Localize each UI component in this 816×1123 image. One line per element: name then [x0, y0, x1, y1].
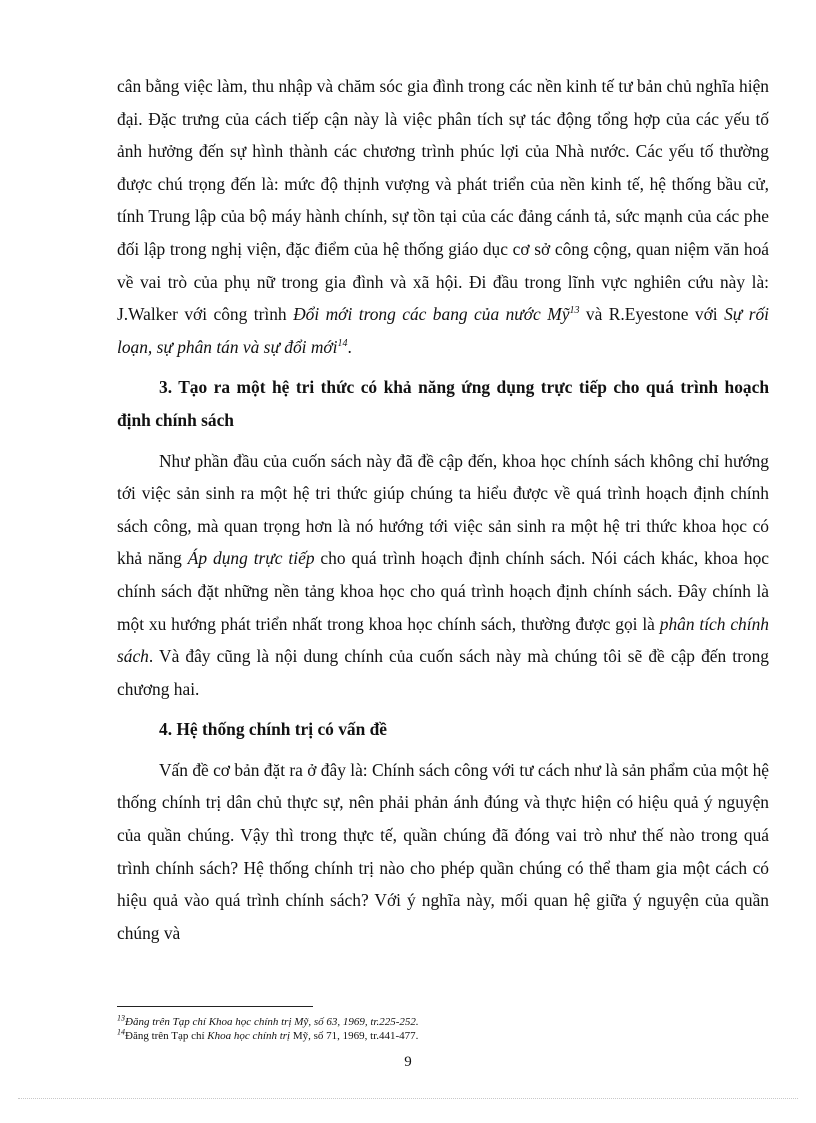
emphasis-italic: phân tích chính sách [117, 613, 769, 667]
footnote-ref-13[interactable]: 13 [569, 305, 580, 317]
page-bottom-divider [18, 1098, 798, 1099]
emphasis-italic: Áp dụng trực tiếp [187, 548, 315, 569]
page-body [117, 70, 769, 949]
paragraph-welfare-factors: cân bằng việc làm, thu nhập và chăm sóc gia đình trong các nền kinh tế tư bản chủ nghĩa hiện đại. Đặc trưng của cách tiếp cận này là việc phân tích sự tác động tổng hợp của các yếu tố ảnh hưởng đến sự hình thành các chương trình phúc lợi của Nhà nước. Các yếu tố thường được chú trọng đến là: mức độ thịnh vượng và phát triển của nền kinh tế, hệ thống bầu cử, tính Trung lập của bộ máy hành chính, sự tồn tại của các đảng cánh tả, sức mạnh của các phe đối lập trong nghị viện, đặc điểm của hệ thống giáo dục cơ sở công cộng, quan niệm văn hoá về vai trò của phụ nữ trong gia đình và xã hội. Đi đầu trong lĩnh vực nghiên cứu này là: J.Walker với công trình Đổi mới trong các bang của nước Mỹ$^{13}$ và R.Eyestone với Sự rối loạn, sự phân tán và sự đổi mới$^{14}$. [117, 76, 770, 357]
footnotes [117, 1015, 769, 1043]
footnote-13: $^{13}$Đăng trên Tạp chí Khoa học chính trị Mỹ, số 63, 1969, tr.225-252. [117, 1013, 419, 1028]
footnote-separator [117, 1006, 313, 1007]
paragraph-political-system: Vấn đề cơ bản đặt ra ở đây là: Chính sách công với tư cách như là sản phẩm của một hệ thống chính trị dân chủ thực sự, nên phải phản ánh đúng và thực hiện có hiệu quả ý nguyện của quần chúng. Vậy thì trong thực tế, quần chúng đã đóng vai trò như thế nào trong quá trình chính sách? Hệ thống chính trị nào cho phép quần chúng có thể tham gia một cách có hiệu quả vào quá trình chính sách? Với ý nghĩa này, mối quan hệ giữa ý nguyện của quần chúng và [117, 759, 769, 943]
section-heading-3: 3. Tạo ra một hệ tri thức có khả năng ứng dụng trực tiếp cho quá trình hoạch định chính sách [117, 377, 769, 430]
book-title-italic: Sự rối loạn, sự phân tán và sự đổi mới [117, 304, 770, 357]
page-number: 9 [404, 1054, 412, 1070]
paragraph-policy-analysis: Như phần đầu của cuốn sách này đã đề cập đến, khoa học chính sách không chỉ hướng tới việc sản sinh ra một hệ tri thức giúp chúng ta hiểu được về quá trình hoạch định chính sách công, mà quan trọng hơn là nó hướng tới việc sản sinh ra một hệ tri thức khoa học có khả năng Áp dụng trực tiếp cho quá trình hoạch định chính sách. Nói cách khác, khoa học chính sách đặt những nền tảng khoa học cho quá trình hoạch định chính sách. Đây chính là một xu hướng phát triển nhất trong khoa học chính sách, thường được gọi là phân tích chính sách. Và đây cũng là nội dung chính của cuốn sách này mà chúng tôi sẽ đề cập đến trong chương hai. [117, 450, 769, 699]
section-heading-4: 4. Hệ thống chính trị có vấn đề [159, 719, 388, 740]
footnote-ref-14[interactable]: 14 [337, 337, 348, 349]
footnote-14: $^{14}$Đăng trên Tạp chí Khoa học chính trị Mỹ, số 71, 1969, tr.441-477. [117, 1027, 419, 1042]
book-title-italic: Đổi mới trong các bang của nước Mỹ [293, 304, 570, 325]
